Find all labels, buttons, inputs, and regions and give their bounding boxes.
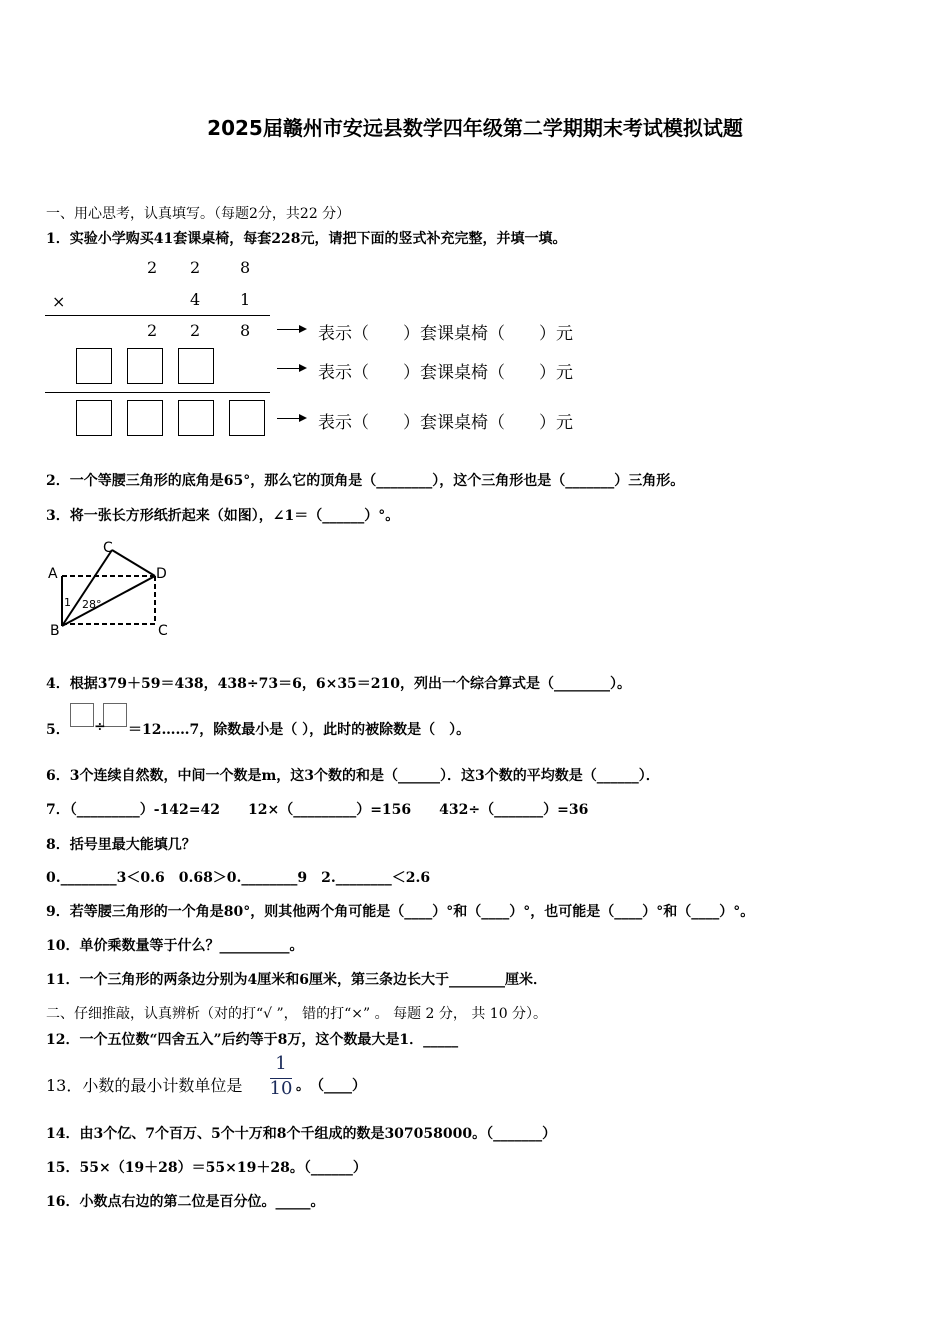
question-6: 6．3个连续自然数，中间一个数是m，这3个数的和是（______）．这3个数的平均数是（______）． bbox=[46, 768, 660, 784]
calc-digit: 8 bbox=[240, 258, 251, 277]
question-1: 1．实验小学购买41套课桌椅，每套228元，请把下面的竖式补充完整，并填一填。 bbox=[46, 231, 567, 247]
times-sign: × bbox=[52, 292, 66, 311]
calc-label: 表示（ ）套课桌椅（ ）元 bbox=[318, 413, 573, 433]
section-1-heading: 一、用心思考，认真填写。（每题2分，共22 分） bbox=[46, 206, 351, 222]
calc-digit: 1 bbox=[240, 290, 251, 309]
answer-box[interactable] bbox=[76, 348, 112, 384]
question-8-line: 0.________3＜0.6 0.68＞0.________9 2.________＜2.6 bbox=[46, 870, 431, 886]
question-16: 16．小数点右边的第二位是百分位。_____。 bbox=[46, 1194, 325, 1210]
edge-cd-folded bbox=[112, 550, 155, 576]
division-sign: ÷ bbox=[94, 719, 106, 735]
fraction-numerator: 1 bbox=[275, 1053, 287, 1074]
folded-rectangle-figure bbox=[40, 538, 180, 642]
dividend-box[interactable] bbox=[70, 703, 94, 727]
calc-digit: 2 bbox=[147, 321, 158, 340]
label-b: B bbox=[50, 623, 60, 639]
calc-digit: 8 bbox=[240, 321, 251, 340]
label-angle-1: 1 bbox=[64, 596, 71, 609]
fraction-denominator: 10 bbox=[269, 1078, 293, 1099]
answer-box[interactable] bbox=[127, 348, 163, 384]
answer-box[interactable] bbox=[229, 400, 265, 436]
label-d: D bbox=[156, 566, 167, 582]
edge-bc-folded bbox=[62, 550, 112, 626]
question-2: 2．一个等腰三角形的底角是65°，那么它的顶角是（________），这个三角形也是（_______）三角形。 bbox=[46, 473, 685, 489]
calc-digit: 2 bbox=[147, 258, 158, 277]
question-9: 9．若等腰三角形的一个角是80°，则其他两个角可能是（____）°和（____）°，也可能是（____）°和（____）°。 bbox=[46, 904, 755, 920]
answer-box[interactable] bbox=[127, 400, 163, 436]
answer-box[interactable] bbox=[178, 348, 214, 384]
question-7: 7．（_________）-142=42 12×（_________）=156 432÷（_______）=36 bbox=[46, 802, 589, 818]
divisor-box[interactable] bbox=[103, 703, 127, 727]
label-c-bottom: C bbox=[158, 623, 168, 639]
page-title: 2025届赣州市安远县数学四年级第二学期期末考试模拟试题 bbox=[207, 116, 743, 140]
question-12: 12．一个五位数“四舍五入”后约等于8万，这个数最大是1．_____ bbox=[46, 1032, 459, 1048]
question-11: 11．一个三角形的两条边分别为4厘米和6厘米，第三条边长大于________厘米． bbox=[46, 972, 547, 988]
question-14: 14．由3个亿、7个百万、5个十万和8个千组成的数是307058000。（_______） bbox=[46, 1126, 557, 1142]
label-angle-28: 28° bbox=[82, 598, 102, 611]
arrow-head-icon bbox=[299, 325, 307, 333]
question-4: 4．根据379＋59＝438，438÷73＝6，6×35＝210，列出一个综合算式是（________）。 bbox=[46, 676, 632, 692]
fold-line bbox=[62, 576, 155, 626]
answer-box[interactable] bbox=[76, 400, 112, 436]
question-3: 3．将一张长方形纸折起来（如图），∠1＝（______）°。 bbox=[46, 508, 400, 524]
question-13-suffix: 。 （____） bbox=[296, 1078, 366, 1094]
calc-digit: 2 bbox=[190, 258, 201, 277]
question-8: 8．括号里最大能填几？ bbox=[46, 837, 196, 853]
question-5-number: 5． bbox=[46, 722, 70, 738]
arrow-head-icon bbox=[299, 414, 307, 422]
calc-label: 表示（ ）套课桌椅（ ）元 bbox=[318, 363, 573, 383]
arrow-line bbox=[277, 418, 299, 419]
question-10: 10．单价乘数量等于什么？__________。 bbox=[46, 938, 304, 954]
arrow-line bbox=[277, 329, 299, 330]
answer-box[interactable] bbox=[178, 400, 214, 436]
arrow-line bbox=[277, 368, 299, 369]
arrow-head-icon bbox=[299, 364, 307, 372]
question-15: 15．55×（19＋28）＝55×19＋28。（______） bbox=[46, 1160, 367, 1176]
question-5: ＝12……7，除数最小是（ ），此时的被除数是（ ）。 bbox=[128, 722, 471, 738]
label-c-top: C bbox=[103, 540, 113, 556]
label-a: A bbox=[48, 566, 58, 582]
calc-label: 表示（ ）套课桌椅（ ）元 bbox=[318, 324, 573, 344]
calc-digit: 2 bbox=[190, 321, 201, 340]
calc-divider bbox=[45, 315, 270, 316]
section-2-heading: 二、仔细推敲，认真辨析（对的打“√ ”， 错的打“×” 。 每题 2 分， 共 10 分）。 bbox=[46, 1006, 548, 1022]
question-13: 13．小数的最小计数单位是 bbox=[46, 1076, 243, 1095]
calc-digit: 4 bbox=[190, 290, 201, 309]
calc-divider bbox=[45, 392, 270, 393]
